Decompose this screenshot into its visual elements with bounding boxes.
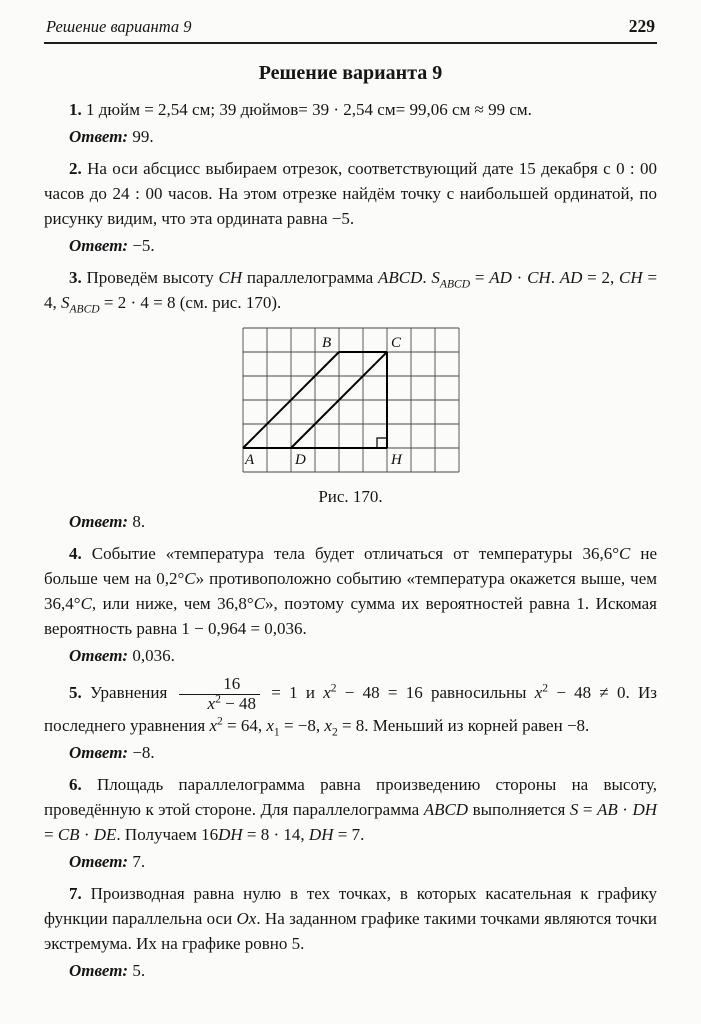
answer-label: Ответ:: [69, 743, 129, 763]
answer-label: Ответ:: [69, 961, 129, 981]
solution-6: [44, 772, 657, 874]
figure-caption: Рис. 170.: [318, 487, 383, 506]
solution-2-answer: [44, 233, 657, 258]
solution-6-answer: [44, 849, 657, 874]
answer-label: Ответ:: [69, 127, 129, 146]
solution-1: [44, 97, 657, 149]
answer-label: Ответ:: [69, 646, 129, 665]
figure-grid: [243, 328, 459, 472]
solution-4-text: 4. Событие «температура тела будет отличаться от температуры 36,6°C не больше чем на 0,2°C» противоположно событию «температура окажется выше, чем 36,4°C, или ниже, чем 36,8°C», поэтому сумма их вероятностей равна 1. Искомая вероятность равна 1 − 0,964 = 0,036.: [44, 544, 658, 638]
answer-label: Ответ:: [69, 236, 129, 255]
answer-value: 7.: [132, 852, 146, 872]
page-header: [44, 16, 657, 44]
point-label-c: C: [390, 335, 401, 351]
solution-7-text: 7. Производная равна нулю в тех точках, в которых касательная к графику функции параллельна оси Ox. На заданном графике такими точками являются точки экстремума. Их на графике ровно 5.: [44, 884, 658, 954]
solution-1-answer: [44, 124, 657, 149]
answer-value: 99.: [132, 127, 154, 146]
answer-value: 5.: [132, 961, 146, 981]
figure-170: [44, 327, 657, 507]
solution-3-answer: [44, 509, 657, 534]
solution-2: [44, 156, 657, 258]
running-title: Решение варианта 9: [46, 17, 192, 36]
answer-label: Ответ:: [69, 512, 129, 531]
solution-1-text: 1. 1 дюйм = 2,54 см; 39 дюймов= 39 · 2,54 см= 99,06 см ≈ 99 см.: [69, 100, 532, 119]
solution-4-answer: [44, 643, 657, 668]
solution-4: [44, 541, 657, 668]
answer-value: −8.: [132, 743, 155, 763]
answer-value: 0,036.: [132, 646, 175, 665]
point-label-h: H: [390, 452, 402, 468]
solution-7: [44, 881, 657, 983]
point-label-d: D: [294, 452, 306, 468]
page-title: Решение варианта 9: [258, 62, 443, 84]
answer-value: 8.: [132, 512, 146, 531]
solution-2-text: 2. На оси абсцисс выбираем отрезок, соответствующий дате 15 декабря с 0 : 00 часов до 24 : 00 часов. На этом отрезке найдём точку с наибольшей ординатой, по рисунку видим, что эта ордината равна −5.: [44, 159, 657, 228]
point-label-a: A: [244, 452, 254, 468]
solution-5-text: 5. Уравнения $\frac{16}{x^2 - 48}$ = 1 и $x^2 - 48 = 16$ равносильны $x^2 - 48 \ne 0$. Из последнего уравнения $x^2 = 64$, $x_1 = -8$, $x_2 = 8$. Меньший из корней равен −8.: [44, 674, 658, 739]
solution-7-answer: [44, 958, 657, 983]
page-number: 229: [628, 16, 655, 36]
solution-3-text: 3. Проведём высоту CH параллелограмма ABCD. $S_{ABCD}$ = AD · CH. AD = 2, CH = 4, $S_{ABCD} = 2 \cdot 4 = 8$ (см. рис. 170).: [44, 268, 658, 316]
right-angle-mark: [377, 438, 387, 448]
answer-label: Ответ:: [69, 852, 129, 872]
solution-3: [44, 265, 657, 534]
solution-6-text: 6. Площадь параллелограмма равна произведению стороны на высоту, проведённую к этой стороне. Для параллелограмма ABCD выполняется S = AB · DH = CB · DE. Получаем 16DH = 8 · 14, DH = 7.: [44, 775, 658, 845]
parallelogram-figure: [242, 327, 460, 473]
answer-value: −5.: [132, 236, 155, 255]
point-label-b: B: [321, 335, 331, 351]
solution-5-answer: [44, 740, 657, 765]
solution-5: [44, 675, 657, 765]
